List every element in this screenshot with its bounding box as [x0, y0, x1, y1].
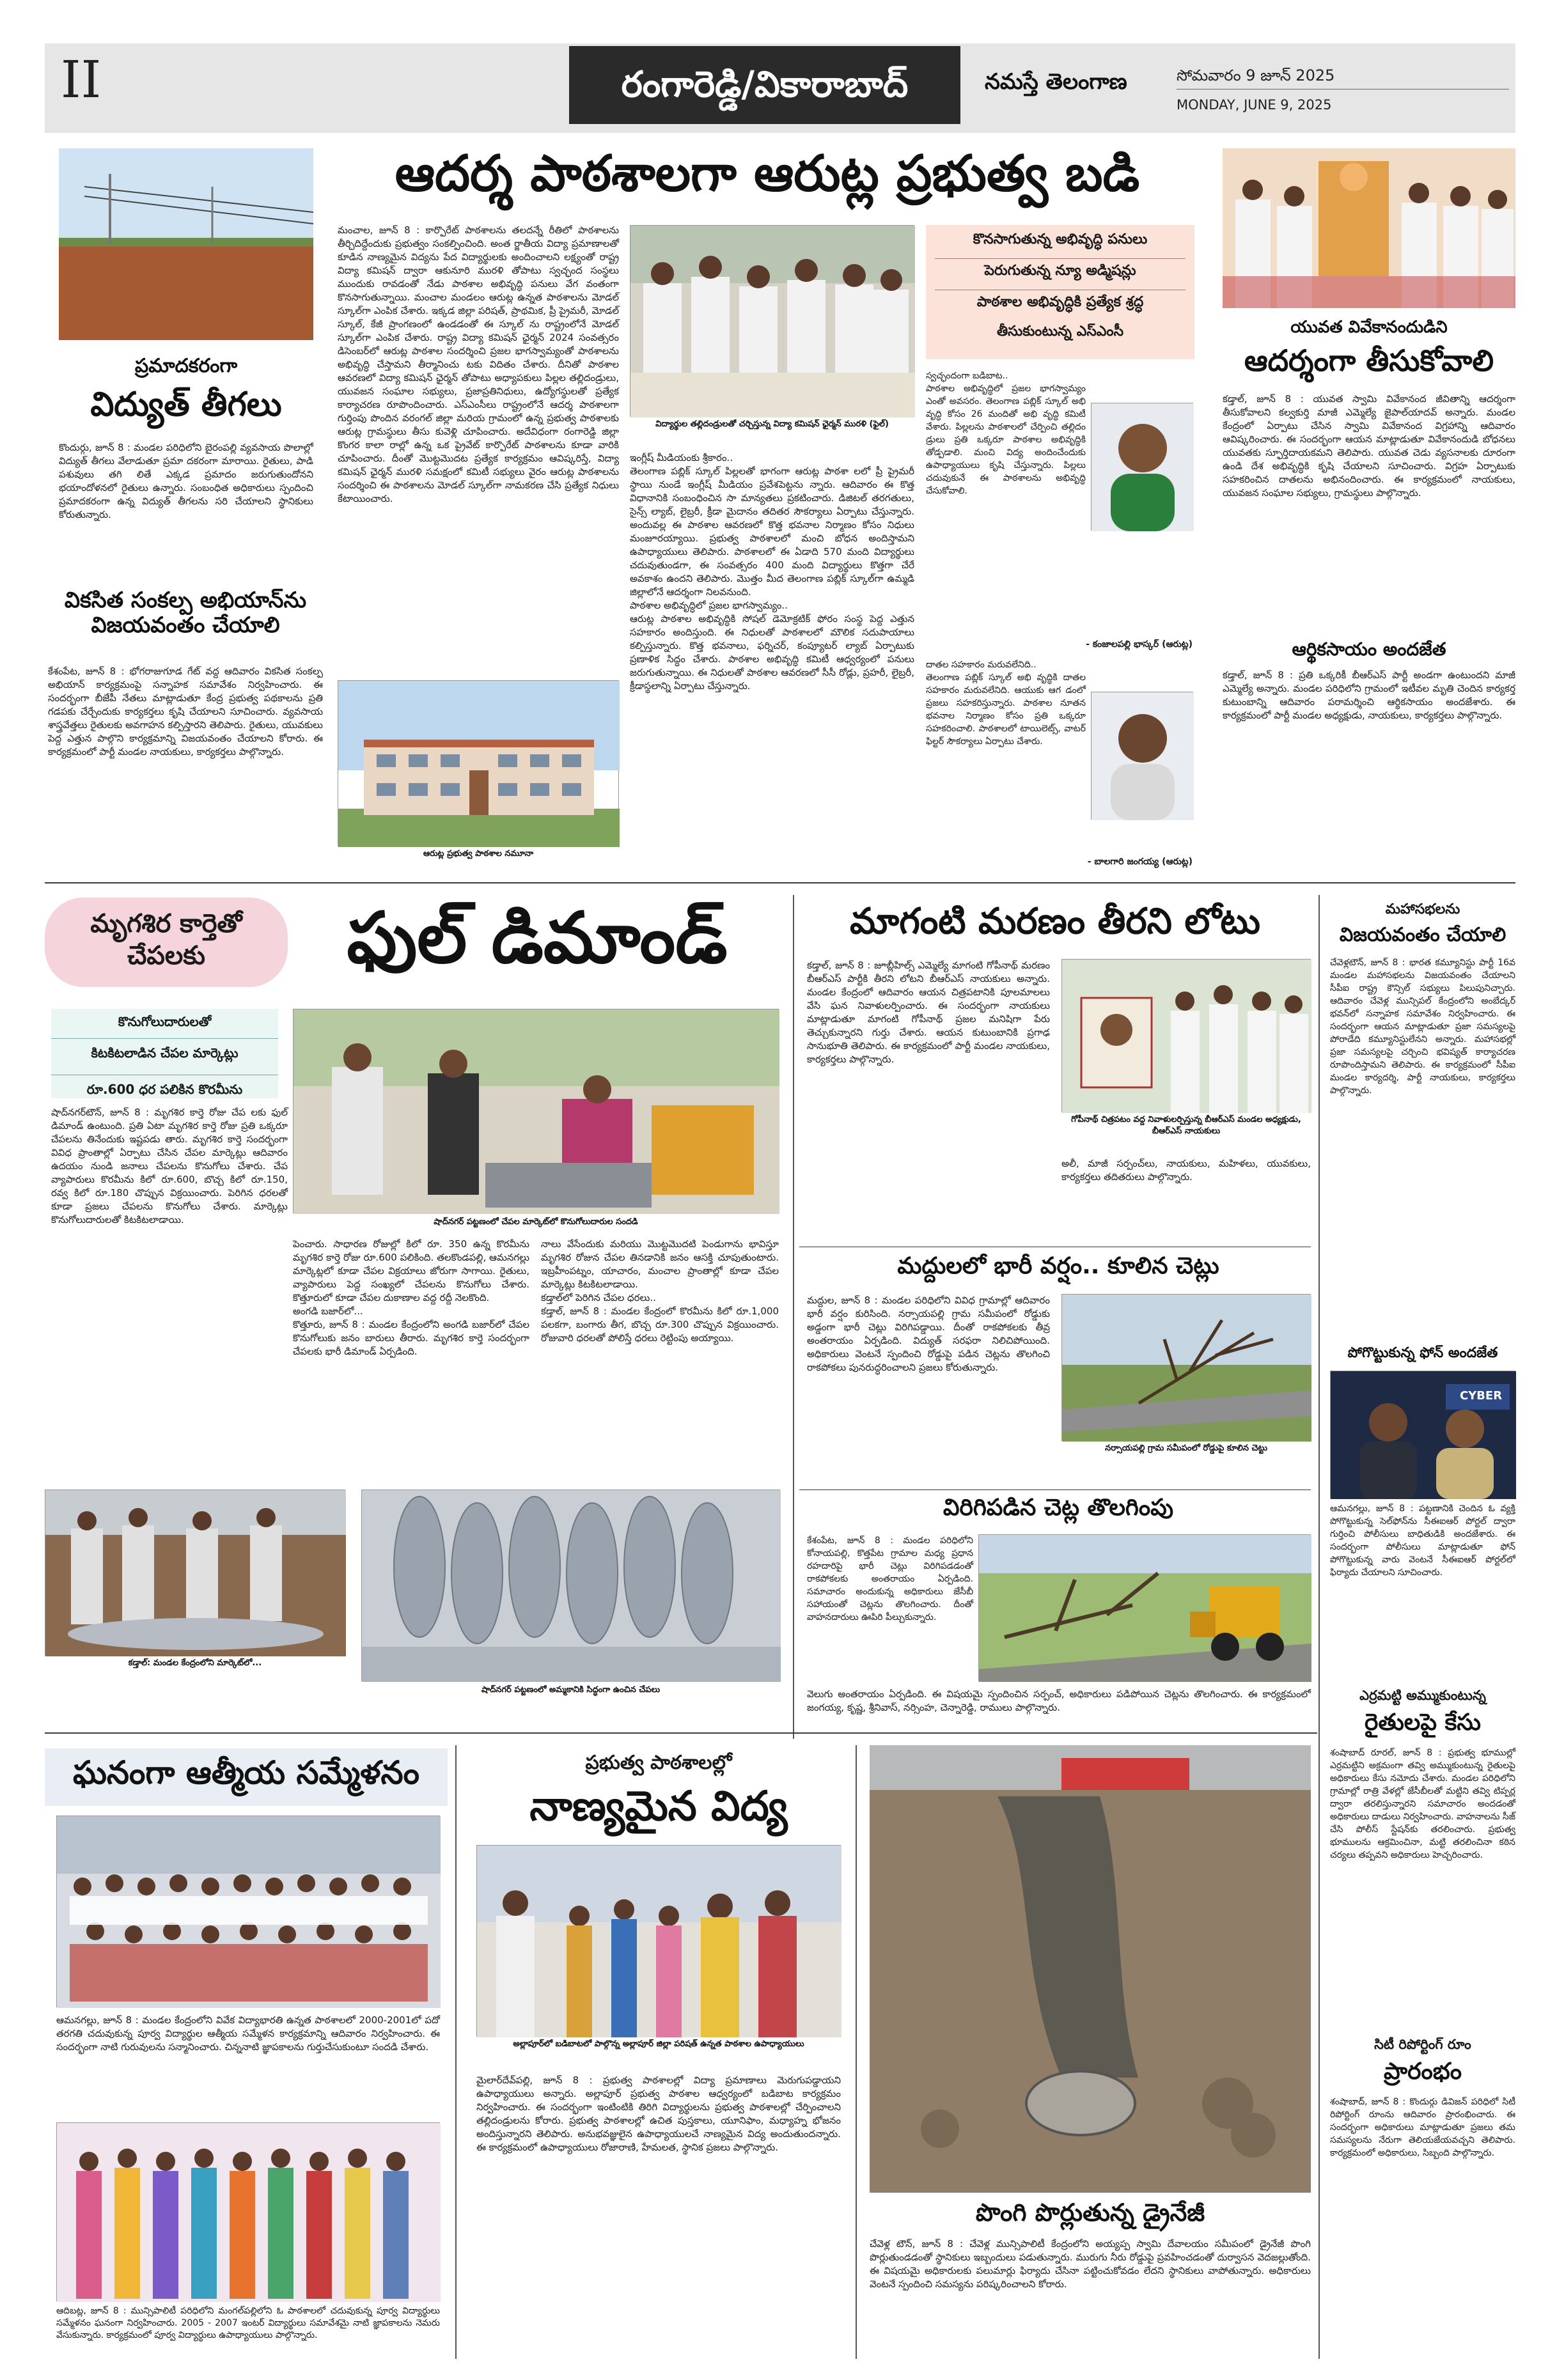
quality-body: మైలార్‌దేవ్‌పల్లి, జూన్ 8 : ప్రభుత్వ పాఠశాలల్లో విద్యా ప్రమాణాలు మెరుగుపడ్డాయని ఉపాధ్యాయులు అన్నారు. అల్లాపూర్ ప్రభుత్వ పాఠశాల ఆధ్వర్యంలో బడిబాట కార్యక్రమం నిర్వహించారు. ఈ సందర్భంగా ఇంటింటికి తిరిగి విద్యార్థులను ప్రభుత్వ పాఠశాలల్లో చేర్పించాలని తల్లిదండ్రులను కోరారు. ప్రభుత్వ పాఠశాలల్లో ఉచిత పుస్తకాలు, యూనిఫాం, మధ్యాహ్న భోజనం అందిస్తున్నారని తెలిపారు. అనుభవజ్ఞులైన ఉపాధ్యాయులచే నాణ్యమైన విద్య అందుతుందన్నారు. ఈ కార్యక్రమంలో ఉపాధ్యాయులు రోజారాణి, హేమలత, స్థానిక ప్రజలు పాల్గొన్నారు.: [476, 2074, 844, 2153]
fish-market-photo: [293, 1009, 779, 1213]
school-caption: ఆరుట్ల ప్రభుత్వ పాఠశాల నమూనా: [423, 849, 534, 859]
fish-closeup-image: [362, 1490, 781, 1682]
rain-photo-caption: నర్సాయపల్లి గ్రామ సమీపంలో రోడ్డుపై కూలిన చెట్టు: [1105, 1443, 1267, 1453]
right-body-3: శంషాబాద్ రూరల్, జూన్ 8 : ప్రభుత్వ భూముల్లో ఎర్రమట్టిని అక్రమంగా తవ్వి అమ్ముకుంటున్న రైతులపై అధికారులు కేసు నమోదు చేశారు. మండల పరిధిలోని గ్రామాల్లో రాత్రి వేళల్లో జేసీబీలతో మట్టిని తవ్వి టిప్పర్ల ద్వారా తరలిస్తున్నారని సమాచారం అందడంతో అధికారులు దాడులు నిర్వహించారు. వాహనాలను సీజ్ చేసి పోలీస్ స్టేషన్‌కు తరలించారు. ప్రభుత్వ భూములను ఆక్రమించినా, మట్టి తరలించినా కఠిన చర్యలు తప్పవని అధికారులు హెచ్చరించారు.: [1330, 1748, 1519, 1860]
youth-kicker: యువత వివేకానందుడిని: [1290, 318, 1448, 337]
fish-body: షాద్‌నగర్‌టౌన్, జూన్ 8 : మృగశిర కార్తె రోజు చేప లకు ఫుల్ డిమాండ్ ఉంటుంది. ప్రతి ఏటా మృగశిర కార్తె రోజు ప్రతి ఒక్కరూ చేపలను తినేందుకు ఇష్టపడు తారు. మృగశిర కార్తె సందర్భంగా వివిధ ప్రాంతాల్లో ఏర్పాటు చేసిన చేపల మార్కెట్లు ఆదివారం ఉదయం నుండి జనాలు చేపలను కొనుగోలు చేశారు. చేప వ్యాపారులు కొరమీను కిలో రూ.600, బొచ్చ కిలో రూ.150, రవ్వ కిలో రూ.180 చొప్పున విక్రయించారు. పెరిగిన ధరలతో కూడా ప్రజలు చేపలను కొనుగోలు చేశారు. మార్కెట్లు కొనుగోలుదారులతో కిటకిటలాడాయి.: [51, 1107, 291, 1225]
meeting-group-photo-2: [56, 2122, 440, 2301]
divider-top: [45, 882, 1515, 883]
drain-headline: పొంగి పొర్లుతున్న డ్రైనేజీ: [975, 2198, 1205, 2227]
vikasit-headline: వికసిత సంకల్ప అభియాన్‌ను విజయవంతం చేయాలి: [64, 587, 307, 639]
trees-photo: [978, 1534, 1311, 1681]
youth-photo: [1223, 148, 1515, 308]
fish-stall-image: [45, 1490, 346, 1656]
farm-field-image: [59, 148, 313, 340]
right-kicker-4: సిటీ రిపోర్టింగ్ రూం: [1374, 2037, 1471, 2052]
trees-body-2: వెలుగు అంతరాయం ఏర్పడింది. ఈ విషయమై స్పందించిన సర్పంచ్, అధికారులు పడిపోయిన చెట్లను తొలగించారు. ఈ కార్యక్రమంలో జంగయ్య, కృష్ణ, శ్రీనివాస్, నర్సింహ, చెన్నారెడ్డి, రాములు పాల్గొన్నారు.: [807, 1688, 1314, 1713]
overflowing-drain-image: [870, 1745, 1311, 2193]
right-kicker-2: పోగొట్టుకున్న ఫోన్ అందజేత: [1347, 1345, 1498, 1361]
tribute-image: [1062, 960, 1311, 1113]
vikasit-body: కేశంపేట, జూన్ 8 : భోగరాజుగూడ గేట్ వద్ద ఆదివారం వికసిత సంకల్ప అభియాన్ కార్యక్రమంపై సన్నాహక సమావేశం నిర్వహించారు. ఈ సందర్భంగా బీజేపీ నేతలు మాట్లాడుతూ కేంద్ర ప్రభుత్వ పథకాలను ప్రతి గడపకు చేర్చేందుకు కార్యకర్తలు కృషి చేయాలని సూచించారు. వ్యవసాయ శాస్త్రవేత్తలు రైతులకు అవగాహన కల్పిస్తారని తెలిపారు. రైతులు, యువకులు పెద్ద ఎత్తున పాల్గొని కార్యక్రమాన్ని విజయవంతం చేయాలని కోరారు. ఈ కార్యక్రమంలో పార్టీ మండల నాయకులు, కార్యకర్తలు పాల్గొన్నారు.: [48, 665, 326, 758]
fish-body-2: పెంచారు. సాధారణ రోజుల్లో కిలో రూ. 350 ఉన్న కొరమీను మృగశిర కార్తె రోజు రూ.600 పలికింది. తలకొండపల్లి, ఆమనగల్లు మార్కెట్లలో కూడా చేపల విక్రయాలు జోరుగా సాగాయి. రైతులు, వ్యాపారులు పెద్ద సంఖ్యలో చేపలను కొనుగోలు చేశారు. కొత్తూరులో కూడా చేపల దుకాణాల వద్ద రద్దీ నెలకొంది. అంగడి బజార్‌లో... కొత్తూరు, జూన్ 8 : మండల కేంద్రంలోని అంగడి బజార్‌లో చేపల కొనుగోలుకు జనం బారులు తీరారు. మృగశిర కార్తె సందర్భంగా చేపలకు భారీ డిమాండ్ ఏర్పడింది.: [293, 1238, 530, 1357]
fish-deck-1: కొనుగోలుదారులతో: [51, 1009, 278, 1039]
divider-right-v: [1318, 895, 1320, 2359]
person2-photo: [1091, 692, 1193, 820]
page-number: II: [61, 50, 102, 109]
youth-sub-headline: ఆర్థికసాయం అందజేత: [1292, 639, 1446, 660]
statue-ceremony-image: [1223, 148, 1515, 308]
mla-body: కడ్తాల్, జూన్ 8 : జూబ్లీహిల్స్ ఎమ్మెల్యే మాగంటి గోపీనాథ్ మరణం బీఆర్ఎస్ పార్టీకి తీరని లోటని బీఆర్ఎస్ నాయకులు అన్నారు. మండల కేంద్రంలో ఆదివారం ఆయన చిత్రపటానికి పూలమాలలు వేసి ఘన నివాళులర్పించారు. ఈ సందర్భంగా నాయకులు మాట్లాడుతూ మాగంటి గోపీనాథ్ ప్రజల మనిషిగా పేరు తెచ్చుకున్నారని గుర్తు చేశారు. ఆయన కుటుంబానికి ప్రగాఢ సానుభూతి తెలిపారు. ఈ కార్యక్రమంలో పార్టీ మండల నాయకులు, కార్యకర్తలు పాల్గొన్నారు.: [807, 960, 1053, 1065]
fish-kicker: మృగశిర కార్తెతో చేపలకు: [90, 909, 242, 970]
fish-deck-2: కిటకిటలాడిన చేపల మార్కెట్లు: [51, 1039, 278, 1075]
trees-headline: విరిగిపడిన చెట్ల తొలగింపు: [943, 1495, 1174, 1521]
lead-col1: మంచాల, జూన్ 8 : కార్పొరేట్ పాఠశాలను తలదన్నే రీతిలో పాఠశాలను తీర్చిదిద్దేందుకు ప్రభుత్వం సంకల్పించింది. అంత ర్జాతీయ విద్యా ప్రమాణాలతో కూడిన నాణ్యమైన విద్యను పేద విద్యార్థులకు అందించాలని లక్ష్యంతో రాష్ట్ర విద్యా కమిషన్ ద్వారా ఆకునూరి మురళి తోపాటు స్వచ్ఛంద సంస్థలు ముందుకు రావడంతో నేడు పాఠశాల అభివృద్ధి పనులు వేగ వంతంగా కొనసాగుతున్నాయి. మంచాల మండలం ఆరుట్ల ఉన్నత పాఠశాలను మోడల్ స్కూల్‌గా ఎంపిక చేశారు. ఇక్కడ జిల్లా పరిషత్, ప్రాథమిక, ప్రీ ప్రైమరీ, మోడల్ స్కూల్, కేజీ ప్రాంగణంలో ఉండడంతో ఈ స్కూల్ ను రాష్ట్రంలోనే మోడల్ స్కూల్‌గా ఎంపిక చేశారు. రాష్ట్ర విద్యా కమిషన్ ఛైర్మన్ 2024 సంవత్సరం డిసెంబర్‌లో ఆరుట్ల పాఠశాల సందర్శించి ప్రజల భాగస్వామ్యంతో పాఠశాలను అభివృద్ధి చేస్తామని తీర్మానించు టకు విదితం చేశారు. దీనితో పాఠశాల ఆవరణలో విద్యా కమిషన్ ఛైర్మన్ తోపాటు అధ్యాపకులు పిల్లల తల్లిదండ్రులు, యువజన సంఘాల సభ్యులు, ప్రజాప్రతినిధులు, ఉద్యోగస్థులతో ప్రత్యేక కార్యాచరణ రూపొందించారు. ఎస్‌ఎంసీలు రాష్ట్రంలోనే ఆదర్శ పాఠశాలగా గుర్తింపు పొందిన వరంగల్ జిల్లా మరియ గ్రామంలో ఉన్న ప్రభుత్వ పాఠశాలకు ఆరుట్ల గ్రామస్థులు తీసు కువెళ్లి చూపించారు. అదేవిధంగా రంగారెడ్డి జిల్లా కొంగర కాలా రాల్లో ఉన్న ఒక ప్రైవేట్ కార్పొరేట్ పాఠశాలను కూడా వారికి చూపించారు. దీంతో మొట్టమొదట ప్రత్యేక కార్యక్రమం ఆవిష్కరిస్తే, విద్యా కమిషన్ ఛైర్మన్ మురళి సమక్షంలో కమిటీ సభ్యులు వైరం ఆరుట్ల పాఠశాలను సందర్శించి ఈ పాఠశాలను మోడల్ స్కూల్‌గా నామకరణ చేసి ప్రత్యేక నిధులు కేటాయించారు.: [338, 224, 622, 504]
lead-col3: స్వచ్ఛందంగా బడిబాట.. పాఠశాల అభివృద్ధిలో ప్రజల భాగస్వామ్యం ఎంతో అవసరం. తెలంగాణ పబ్లిక్ స్కూల్ అభి వృద్ధి కోసం 26 మందితో అభి వృద్ధి కమిటీ వేశారు. పిల్లలను పాఠశాలలో చేర్పించి తల్లిదం డ్రులు ప్రతి ఒక్కరూ పాఠశాల అభివృద్ధికి తోడ్పడాలి. మంచి విద్య అందించేందుకు ఉపాధ్యాయులు కృషి చేస్తున్నారు. పిల్లలు చదువుకునే ఈ పాఠశాలను అభివృద్ధి చేసుకోవాలి.: [926, 371, 1086, 496]
meeting-body-2: ఆదిబట్ల, జూన్ 8 : మున్సిపాలిటీ పరిధిలోని మంగల్‌పల్లిలోని ఓ పాఠశాలలో చదువుకున్న పూర్వ విద్యార్థులు సమ్మేళనం ఘనంగా నిర్వహించారు. 2005 - 2007 ఇంటర్ విద్యార్థులు సమావేశమై నాటి జ్ఞాపకాలను నెమరు వేసుకున్నారు. కార్యక్రమంలో పూర్వ విద్యార్థులు ఉపాధ్యాయులు పాల్గొన్నారు.: [56, 2306, 443, 2340]
divider-bottom: [45, 1732, 1317, 1734]
electric-body: కొందుర్గు, జూన్ 8 : మండల పరిధిలోని బైరంపల్లి వ్యవసాయ పొలాల్లో విద్యుత్ తీగలు వేలాడుతూ ప్రమా దకరంగా మారాయి. రైతులు, పాడి పశువులు తగి లితే ఎక్కడ ప్రమాదం జరుగుతుందోనని భయాందోళనలో రైతులు ఉన్నారు. సంబంధిత అధికారులు స్పందించి ప్రమాదకరంగా ఉన్న విద్యుత్ తీగలను సరి చేయాలని స్థానికులు కోరుతున్నారు.: [59, 442, 317, 520]
right-headline-4: ప్రారంభం: [1384, 2058, 1462, 2085]
trees-body: కేశంపేట, జూన్ 8 : మండల పరిధిలోని కోనాయపల్లి, కొత్తపేట గ్రామాల మధ్య ప్రధాన రహదారిపై భారీ చెట్లు విరిగిపడడంతో రాకపోకలకు అంతరాయం ఏర్పడింది. సమాచారం అందుకున్న అధికారులు జేసీబీ సహాయంతో చెట్లను తొలగించారు. దీంతో వాహనదారులు ఊపిరి పీల్చుకున్నారు.: [807, 1536, 976, 1622]
fish-stall-photo-left: [45, 1489, 345, 1656]
person1-name: - కంజాలపల్లి భాస్కర్ (ఆరుట్ల): [1086, 639, 1193, 649]
school-image: [338, 681, 620, 847]
mla-headline: మాగంటి మరణం తీరని లోటు: [850, 901, 1260, 942]
date-telugu: సోమవారం 9 జూన్ 2025: [1177, 66, 1509, 89]
rain-headline: మద్దులలో భారీ వర్షం.. కూలిన చెట్లు: [897, 1253, 1219, 1279]
fallen-tree-image: [1062, 1295, 1311, 1442]
jcb-clearing-image: [979, 1535, 1311, 1682]
quality-photo-caption: అల్లాపూర్‌లో బడిబాటలో పాల్గొన్న అల్లాపూర్ జిల్లా పరిషత్ ఉన్నత పాఠశాల ఉపాధ్యాయులు: [513, 2039, 804, 2049]
fish-closeup-photo: [361, 1489, 780, 1681]
fish-deck-3: రూ.600 ధర పలికిన కొరమీను: [86, 1082, 243, 1097]
quality-kicker: ప్రభుత్వ పాఠశాలల్లో: [585, 1752, 732, 1774]
drain-photo: [870, 1745, 1311, 2193]
right-headline-3: రైతులపై కేసు: [1365, 1709, 1481, 1736]
kicker-line-3: పాఠశాల అభివృద్ధికి ప్రత్యేక శ్రద్ధ: [976, 294, 1144, 310]
rain-photo: [1061, 1294, 1311, 1441]
fish-headline: ఫుల్ డిమాండ్: [347, 897, 728, 979]
electric-headline: విద్యుత్ తీగలు: [90, 385, 282, 424]
divider-bottom-v1: [455, 1745, 457, 2359]
lead-photo-caption: విద్యార్థుల తల్లిదండ్రులతో చర్చిస్తున్న విద్యా కమిషన్ ఛైర్మన్ మురళి (ఫైల్): [655, 419, 889, 429]
divider-bottom-v2: [856, 1745, 857, 2359]
mla-photo-caption: గోపీనాథ్ చిత్రపటం వద్ద నివాళులర్పిస్తున్న బీఆర్ఎస్ మండల అధ్యక్షుడు, బీఆర్ఎస్ నాయకులు: [1071, 1115, 1301, 1136]
teachers-students-image: [477, 1846, 841, 2037]
section-banner: రంగారెడ్డి/వికారాబాద్: [569, 46, 960, 124]
person2-name: - బాలగారి జంగయ్య (ఆరుట్ల): [1087, 857, 1193, 867]
divider-mid-v: [793, 895, 794, 1739]
right-body-4: శంషాబాద్, జూన్ 8 : కొందుర్గు డివిజన్ పరిధిలో సిటీ రిపోర్టింగ్ రూంను ఆదివారం ప్రారంభించారు. ఈ సందర్భంగా అధికారులు మాట్లాడుతూ ప్రజలు తమ సమస్యలను నేరుగా తెలియజేయవచ్చని తెలిపారు. కార్యక్రమంలో అధికారులు, సిబ్బంది పాల్గొన్నారు.: [1330, 2097, 1519, 2158]
drain-body: చేవెళ్ల టౌన్, జూన్ 8 : చేవెళ్ల మున్సిపాలిటీ కేంద్రంలోని అయ్యప్ప స్వామి దేవాలయం సమీపంలో డ్రైనేజీ పొంగి పొర్లుతుండడంతో స్థానికులు ఇబ్బందులు పడుతున్నారు. మురుగు నీరు రోడ్డుపై ప్రవహించడంతో దుర్వాసన వెదజల్లుతోంది. ఈ విషయమై అధికారులకు పలుమార్లు ఫిర్యాదు చేసినా పట్టించుకోవడం లేదని స్థానికులు వాపోతున్నారు. అధికారులు వెంటనే స్పందించి సమస్యను పరిష్కరించాలని కోరారు.: [870, 2238, 1314, 2290]
youth-sub-body: కడ్తాల్, జూన్ 8 : ప్రతి ఒక్కరికీ బీఆర్ఎస్ పార్టీ అండగా ఉంటుందని మాజీ ఎమ్మెల్యే అన్నారు. మండల పరిధిలోని గ్రామంలో ఇటీవల మృతి చెందిన కార్యకర్త కుటుంబాన్ని ఆదివారం పరామర్శించి ఆర్థికసాయం అందజేశారు. ఈ కార్యక్రమంలో పార్టీ మండల అధ్యక్షుడు, నాయకులు, కార్యకర్తలు పాల్గొన్నారు.: [1223, 669, 1519, 721]
person1-image: [1091, 403, 1194, 531]
right-kicker-1: మహాసభలను: [1385, 901, 1460, 917]
mla-tribute-photo: [1061, 959, 1311, 1112]
fish-market-image: [293, 1009, 779, 1214]
divider-rain: [799, 1489, 1311, 1490]
alumni-group-image: [57, 1816, 441, 2008]
mla-body-2: అలీ, మాజీ సర్పంచ్‌లు, నాయకులు, మహిళలు, యువకులు, కార్యకర్తలు తదితరులు పాల్గొన్నారు.: [1061, 1158, 1314, 1183]
right-body-1: చేవెళ్లటౌన్, జూన్ 8 : భారత కమ్యూనిస్టు పార్టీ 16వ మండల మహాసభలను విజయవంతం చేయాలని సీపీఐ రాష్ట్ర కౌన్సిల్ సభ్యులు పిలుపునిచ్చారు. ఆదివారం చేవెళ్ల మున్సిపల్ కేంద్రంలోని అంబేద్కర్ భవన్‌లో సన్నాహక సమావేశం నిర్వహించారు. ఈ సందర్భంగా ఆయన మాట్లాడుతూ ప్రజా సమస్యలపై పోరాడేది కమ్యూనిస్టులేనని అన్నారు. మహాసభల్లో ప్రజా సమస్యలపై చర్చించి భవిష్యత్ కార్యాచరణ రూపొందిస్తామని తెలిపారు. ఈ కార్యక్రమంలో సీపీఐ మండల కార్యదర్శి, పార్టీ నాయకులు, కార్యకర్తలు పాల్గొన్నారు.: [1330, 958, 1519, 1096]
alumni-group-image-2: [57, 2123, 441, 2302]
person1-photo: [1091, 403, 1193, 531]
cyber-photo: [1330, 1371, 1515, 1498]
kicker-line-1: కొనసాగుతున్న అభివృద్ధి పనులు: [935, 231, 1185, 259]
date-english: MONDAY, JUNE 9, 2025: [1177, 97, 1332, 113]
cyber-label: CYBER: [1459, 1389, 1503, 1403]
right-kicker-3: ఎర్రమట్టి అమ్ముకుంటున్న: [1359, 1688, 1486, 1703]
lead-col3b: దాతల సహకారం మరువలేనిది.. తెలంగాణ పబ్లిక్ స్కూల్ అభి వృద్ధికి దాతల సహకారం మరువలేనిది. ఆయుకు ఆగ డంలో ప్రజలు సహకరిస్తున్నారు. పాఠశాల నూతన భవనాల నిర్మాణం కోసం ప్రతి ఒక్కరూ సహకరించాలి. పాఠశాలలో టాయిలెట్స్, వాటర్ ఫిల్టర్ సౌకర్యాలు ఏర్పాటు చేశారు.: [926, 660, 1086, 747]
lead-meeting-photo: [630, 225, 914, 417]
right-body-2: ఆమనగల్లు, జూన్ 8 : పట్టణానికి చెందిన ఓ వ్యక్తి పోగొట్టుకున్న సెల్‌ఫోన్‌ను సీఈఐఆర్ పోర్టల్ ద్వారా గుర్తించి పోలీసులు బాధితుడికి అందజేశారు. ఈ సందర్భంగా పోలీసులు మాట్లాడుతూ ఫోన్ పోగొట్టుకున్న వారు వెంటనే సీఈఐఆర్ పోర్టల్‌లో ఫిర్యాదు చేయాలని సూచించారు.: [1330, 1504, 1519, 1578]
lead-kicker-box: [926, 225, 1194, 359]
meeting-headline: ఘనంగా ఆత్మీయ సమ్మేళనం: [73, 1754, 419, 1791]
meeting-body-1: ఆమనగల్లు, జూన్ 8 : మండల కేంద్రంలోని వివేక విద్యాభారతి ఉన్నత పాఠశాలలో 2000-2001లో పదో తరగతి చదువుకున్న పూర్వ విద్యార్థుల ఆత్మీయ సమ్మేళన కార్యక్రమాన్ని ఆదివారం నిర్వహించారు. ఈ సందర్భంగా నాటి గురువులను సన్మానించారు. చిన్ననాటి జ్ఞాపకాలను గుర్తుచేసుకుంటూ సందడి చేశారు.: [56, 2014, 443, 2053]
fish-kicker-box: [45, 898, 288, 987]
kicker-line-2: పెరుగుతున్న న్యూ అడ్మిషన్లు: [935, 259, 1185, 290]
school-render-photo: [338, 680, 619, 846]
fish-photo-caption: షాద్‌నగర్ పట్టణంలో చేపల మార్కెట్‌లో కొనుగోలుదారుల సందడి: [434, 1217, 638, 1227]
fish-caption-left: కడ్తాల్: మండల కేంద్రంలోని మార్కెట్‌లో...: [128, 1658, 262, 1668]
meeting-image: [630, 226, 915, 417]
quality-photo: [476, 1845, 841, 2037]
fish-deck-box: [51, 1009, 278, 1098]
paper-name: నమస్తే తెలంగాణ: [985, 69, 1127, 95]
meeting-group-photo-1: [56, 1816, 440, 2007]
electric-kicker: ప్రమాదకరంగా: [134, 355, 238, 377]
lead-col2: ఇంగ్లీష్ మీడియంకు శ్రీకారం.. తెలంగాణ పబ్లిక్ స్కూల్ పిల్లలతో భాగంగా ఆరుట్ల పాఠశా లలో ప్రీ ప్రైమరీ స్థాయి నుండే ఇంగ్లీష్ మీడియం ప్రవేశపెట్టను న్నారు. ఆదివారం ఈ కొత్త విధానానికి సంబంధించిన సా మాన్యతలు ప్రకటించారు. డిజిటల్ తరగతులు, సైన్స్ ల్యాబ్, లైబ్రరీ, క్రీడా మైదానం తదితర సౌకర్యాలు ఏర్పాటు చేస్తున్నారు. అందువల్ల ఈ పాఠశాల ఆవరణలో కొత్త భవనాల నిర్మాణం కోసం నిధులు మంజూరయ్యాయి. ప్రభుత్వ పాఠశాలలో మంచి బోధన అందిస్తామని ఉపాధ్యాయులు తెలిపారు. పాఠశాలలో ఈ ఏడాది 570 మంది విద్యార్థులు చదువుతుండగా, ఈ సంవత్సరం 400 మంది విద్యార్థులు కొత్తగా చేరే అవకాశం ఉందని తెలిపారు. మొత్తం మీద తెలంగాణ పబ్లిక్ స్కూల్‌గా ఉమ్మడి జిల్లాలోనే ఆదర్శంగా నిలవనుంది. పాఠశాల అభివృద్ధిలో ప్రజల భాగస్వామ్యం.. ఆరుట్ల పాఠశాల అభివృద్ధికి సోషల్ డెమోక్రటిక్ ఫోరం సంస్థ పెద్ద ఎత్తున సహకారం అందిస్తుంది. ఈ నిధులతో పాఠశాలలో మౌలిక సదుపాయాలు కల్పిస్తున్నారు. కొత్త భవనాలు, ఫర్నిచర్, కంప్యూటర్ ల్యాబ్ ఏర్పాటుకు ప్రణాళిక సిద్ధం చేశారు. పాఠశాల అభివృద్ధి కమిటీ ఆధ్వర్యంలో పనులు జరుగుతున్నాయి. ఈ నిధులతో పాఠశాల ఆవరణలో సీసీ రోడ్లు, ప్రహరీ, లైబ్రరీ, క్రీడాస్థలాన్ని ఏర్పాటు చేస్తున్నారు.: [630, 452, 914, 692]
farm-field-photo: [59, 148, 313, 340]
quality-headline: నాణ్యమైన విద్య: [529, 1783, 788, 1830]
fish-body-3: నాలు వేసేందుకు మరియు మొట్టమొదటి పెండుగాను భావిస్తూ మృగశిర రోజున చేపల తినడానికి జనం ఆసక్తి చూపుతుంటారు. ఇబ్రహీంపట్నం, యాచారం, మంచాల ప్రాంతాల్లో కూడా చేపల మార్కెట్లు కిటకిటలాడాయి. కడ్తాల్‌లో పెరిగిన చేపల ధరలు.. కడ్తాల్, జూన్ 8 : మండల కేంద్రంలో కొరమీను కిలో రూ.1,000 పలకగా, బంగారు తీగ, బొచ్చ రూ.300 చొప్పున విక్రయించారు. రోజువారి ధరలతో పోలిస్తే ధరలు రెట్టింపు అయ్యాయి.: [541, 1238, 779, 1344]
rain-body: మద్దుల, జూన్ 8 : మండల పరిధిలోని వివిధ గ్రామాల్లో ఆదివారం భారీ వర్షం కురిసింది. నర్సాయపల్లి గ్రామ సమీపంలో రోడ్డుకు అడ్డంగా భారీ చెట్లు విరిగిపడ్డాయి. దీంతో రాకపోకలకు తీవ్ర అంతరాయం ఏర్పడింది. విద్యుత్ సరఫరా నిలిచిపోయింది. అధికారులు వెంటనే స్పందించి రోడ్డుపై పడిన చెట్లను తొలగించి రాకపోకలు పునరుద్ధరించాలని ప్రజలు కోరుతున్నారు.: [807, 1295, 1053, 1373]
right-headline-1: విజయవంతం చేయాలి: [1339, 924, 1506, 946]
person2-image: [1091, 692, 1194, 820]
fish-caption-right: షాద్‌నగర్ పట్టణంలో అమ్మకానికి సిద్ధంగా ఉంచిన చేపలు: [481, 1685, 661, 1695]
youth-body: కడ్తాల్, జూన్ 8 : యువత స్వామి వివేకానంద జీవితాన్ని ఆదర్శంగా తీసుకోవాలని కల్వకుర్తి మాజీ ఎమ్మెల్యే జైపాల్‌యాదవ్ అన్నారు. మండల కేంద్రంలో ఏర్పాటు చేసిన స్వామి వివేకానంద విగ్రహాన్ని ఆదివారం ఆవిష్కరించారు. ఈ సందర్భంగా ఆయన మాట్లాడుతూ వివేకానందుడి బోధనలు యువతకు స్ఫూర్తిదాయకమని తెలిపారు. యువత చెడు వ్యసనాలకు దూరంగా ఉండి దేశ అభివృద్ధికి కృషి చేయాలని సూచించారు. విగ్రహ ఏర్పాటుకు సహకరించిన దాతలను అభినందించారు. ఈ కార్యక్రమంలో నాయకులు, యువజన సంఘాల సభ్యులు, గ్రామస్థులు పాల్గొన్నారు.: [1223, 393, 1519, 499]
lead-headline: ఆదర్శ పాఠశాలగా ఆరుట్ల ప్రభుత్వ బడి: [395, 145, 1140, 203]
youth-headline: ఆదర్శంగా తీసుకోవాలి: [1244, 343, 1494, 378]
kicker-line-4: తీసుకుంటున్న ఎస్ఎంసీ: [996, 323, 1124, 339]
